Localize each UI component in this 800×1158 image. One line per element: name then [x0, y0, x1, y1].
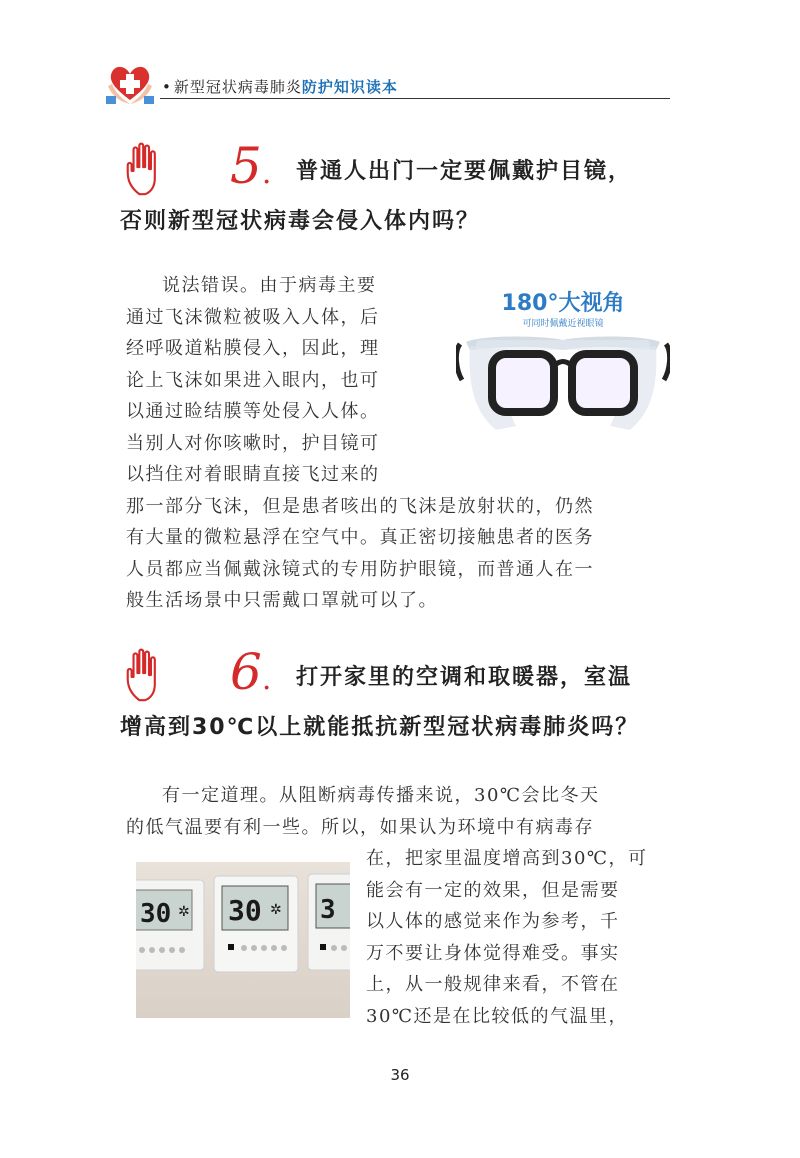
text-line: 的低气温要有利一些。所以，如果认为环境中有病毒存 — [126, 816, 594, 838]
text-line: 那一部分飞沫，但是患者咳出的飞沫是放射状的，仍然 — [126, 495, 594, 517]
text-line: 在，把家里温度增高到30℃，可 — [366, 848, 648, 869]
question-number: 6. — [230, 643, 272, 701]
text-line: 上，从一般规律来看，不管在 — [366, 974, 620, 995]
text-line: 万不要让身体觉得难受。事实 — [366, 942, 620, 964]
thermostat-photo — [136, 862, 350, 1018]
text-line: 30℃还是在比较低的气温里， — [366, 1005, 629, 1027]
question-title-line-1: 打开家里的空调和取暖器，室温 — [296, 665, 633, 690]
svg-text:30: 30 — [140, 899, 172, 929]
goggles-photo — [456, 280, 670, 452]
svg-text:3: 3 — [320, 895, 336, 925]
header-title-highlight: 防护知识读本 — [301, 78, 398, 96]
answer-6-wrapped-text — [366, 843, 648, 1032]
text-line: 通过飞沫微粒被吸入人体，后 — [126, 306, 380, 328]
svg-text:✲: ✲ — [178, 904, 190, 920]
page-header — [104, 56, 670, 106]
answer-6-paragraph — [126, 780, 600, 843]
text-line: 以通过睑结膜等处侵入人体。 — [126, 401, 380, 422]
text-line: 当别人对你咳嗽时，护目镜可 — [126, 432, 380, 454]
header-title — [162, 76, 398, 97]
question-number: 5. — [230, 137, 272, 195]
thermostat-illustration-icon — [136, 862, 350, 1018]
thermostat-display-value: 30 — [228, 894, 262, 927]
text-line: 以人体的感觉来作为参考，千 — [366, 911, 620, 932]
page-number: 36 — [390, 1066, 410, 1084]
header-divider — [160, 98, 670, 99]
heart-hands-logo-icon — [104, 60, 156, 106]
text-line: 人员都应当佩戴泳镜式的专用防护眼镜，而普通人在一 — [126, 558, 594, 580]
text-line: 说法错误。由于病毒主要 — [162, 275, 377, 296]
question-title-line-2: 增高到30℃以上就能抵抗新型冠状病毒肺炎吗？ — [120, 715, 640, 740]
goggles-subline: 可同时佩戴近视眼镜 — [522, 319, 604, 329]
text-line: 经呼吸道粘膜侵入，因此，理 — [126, 338, 380, 359]
text-line: 有大量的微粒悬浮在空气中。真正密切接触患者的医务 — [126, 527, 594, 548]
svg-text:✲: ✲ — [270, 902, 282, 918]
header-title-main: 新型冠状病毒肺炎 — [173, 78, 302, 96]
raised-hand-icon — [120, 140, 178, 198]
text-line: 以挡住对着眼睛直接飞过来的 — [126, 464, 380, 485]
text-line: 能会有一定的效果，但是需要 — [366, 879, 620, 901]
text-line: 有一定道理。从阻断病毒传播来说，30℃会比冬天 — [162, 785, 600, 806]
text-line: 般生活场景中只需戴口罩就可以了。 — [126, 590, 438, 611]
goggles-illustration-icon — [456, 280, 670, 452]
header-bullet: • — [162, 78, 172, 96]
goggles-headline: 180°大视角 — [501, 291, 625, 316]
text-line: 论上飞沫如果进入眼内，也可 — [126, 369, 380, 391]
raised-hand-icon — [120, 646, 178, 704]
question-title-line-2: 否则新型冠状病毒会侵入体内吗？ — [120, 209, 481, 234]
question-title-line-1: 普通人出门一定要佩戴护目镜， — [296, 159, 633, 184]
